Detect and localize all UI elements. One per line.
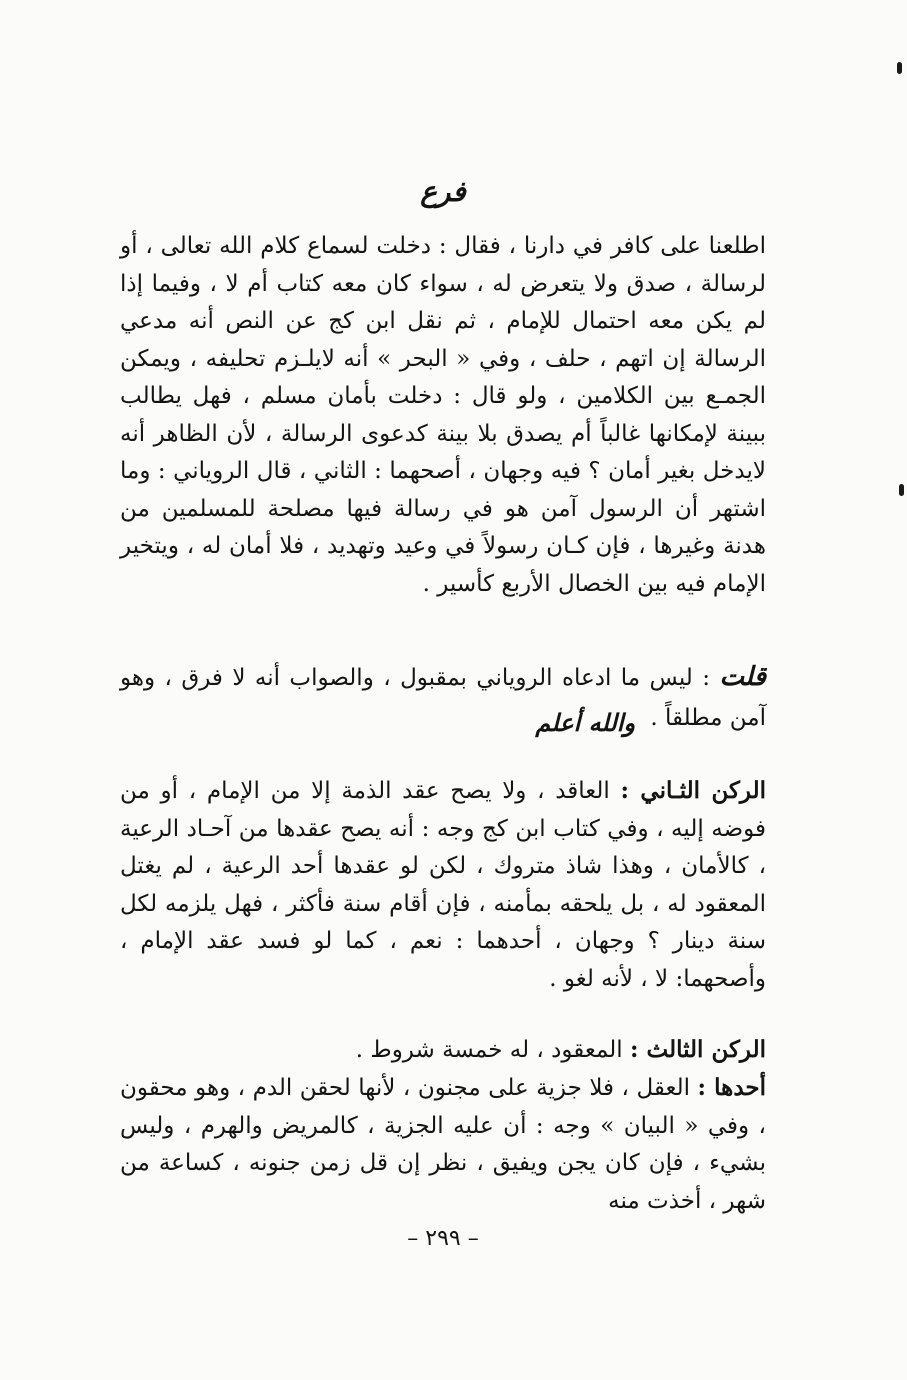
section-label: الركن الثـاني :	[620, 777, 766, 804]
margin-mark	[897, 62, 902, 74]
paragraph	[120, 1031, 766, 1070]
paragraph-note	[120, 659, 766, 737]
section-heading: فرع	[420, 175, 466, 208]
paragraph-text: العاقد ، ولا يصح عقد الذمة إلا من الإمام ، أو من فوضه إليه ، وفي كتاب ابن كج وجه : أنه يصح عقدها من آحـاد الرعية ، كالأمان ، وهذا شاذ متروك ، لكن لو عقدها أحد الرعية ، لم يغتل المعقود له ، بل يلحقه بمأمنه ، فإن أقام سنة فأكثر ، فهل يلزمه لكل سنة دينار ؟ وجهان ، أحدهما : نعم ، كما لو فسد عقد الإمام ، وأصحهما: لا ، لأنه لغو .	[120, 778, 766, 992]
section-label: أحدها :	[697, 1074, 766, 1101]
paragraph-text: اطلعنا على كافر في دارنا ، فقال : دخلت لسماع كلام الله تعالى ، أو لرسالة ، صدق ولا يتعرض له ، سواء كان معه كتاب أم لا ، وفيما إذا لم يكن معه احتمال للإمام ، ثم نقل ابن كج عن النص أنه مدعي الرسالة إن اتهم ، حلف ، وفي « البحر » أنه لايلـزم تحليفه ، ويمكن الجمـع بين الكلامين ، ولو قال : دخلت بأمان مسلم ، فهل يطالب ببينة لإمكانها غالباً أم يصدق بلا بينة كدعوى الرسالة ، لأن الظاهر أنه لايدخل بغير أمان ؟ فيه وجهان ، أصحهما : الثاني ، قال الروياني : وما اشتهر أن الرسول آمن هو في رسالة فيها مصلحة للمسلمين من هدنة وغيرها ، فإن كـان رسولاً في وعيد وتهديد ، فلا أمان له ، ويتخير الإمام فيه بين الخصال الأربع كأسير .	[120, 233, 766, 597]
margin-mark	[899, 484, 904, 496]
paragraph-text: : ليس ما ادعاه الروياني بمقبول ، والصواب أنه لا فرق ، وهو آمن مطلقاً .	[120, 665, 766, 731]
paragraph	[120, 228, 766, 603]
page-number: – ٢٩٩ –	[407, 1226, 479, 1251]
page-body	[120, 0, 766, 1380]
section-label: الركن الثالث :	[630, 1036, 766, 1063]
closing-phrase: والله أعلم	[535, 707, 636, 737]
note-label: قلت	[719, 662, 767, 692]
paragraph-text: العقل ، فلا جزية على مجنون ، لأنها لحقن الدم ، وهو محقون ، وفي « البيان » وجه : أن عليه الجزية ، كالمريض والهرم ، وليس بشيء ، فإن كان يجن ويفيق ، نظر إن قل زمن جنونه ، كساعة من شهر ، أخذت منه	[120, 1075, 766, 1214]
paragraph	[120, 772, 766, 998]
paragraph-text: المعقود ، له خمسة شروط .	[355, 1037, 623, 1063]
paragraph	[120, 1069, 766, 1220]
